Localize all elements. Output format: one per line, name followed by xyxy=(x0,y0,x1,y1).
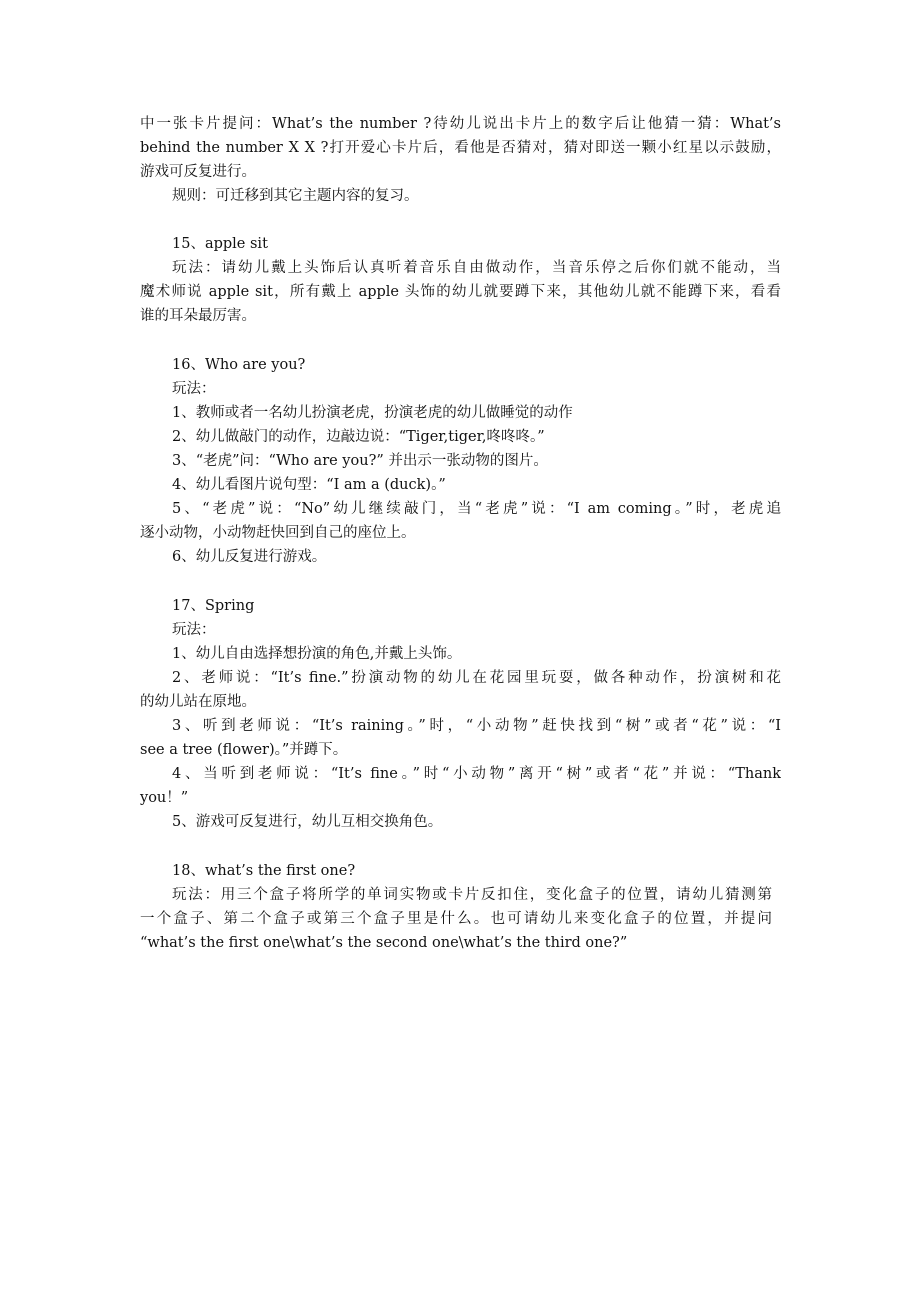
step-line: 2、老师说：“It’s fine.”扮演动物的幼儿在花园里玩耍，做各种动作，扮演树和花 xyxy=(172,670,781,686)
step-line: you！” xyxy=(140,790,189,806)
step-line: 4、幼儿看图片说句型：“I am a (duck)。” xyxy=(172,477,446,493)
step-line: see a tree (flower)。”并蹲下。 xyxy=(140,742,348,758)
step-line: 6、幼儿反复进行游戏。 xyxy=(172,549,327,565)
step-line: 逐小动物，小动物赶快回到自己的座位上。 xyxy=(140,525,416,541)
step-line: 3、听到老师说：“It’s raining。”时，“小动物”赶快找到“树”或者“花”说：“I xyxy=(172,718,781,734)
step-line: 1、幼儿自由选择想扮演的角色,并戴上头饰。 xyxy=(172,646,462,662)
section-heading: 15、apple sit xyxy=(172,236,268,252)
paragraph-line: 谁的耳朵最厉害。 xyxy=(140,308,256,324)
paragraph-line: “what’s the first one\what’s the second one\what’s the third one?” xyxy=(140,935,628,951)
label-line: 玩法： xyxy=(172,622,216,638)
paragraph-line: 一个盒子、第二个盒子或第三个盒子里是什么。也可请幼儿来变化盒子的位置，并提问 xyxy=(140,911,772,927)
paragraph-line: 玩法：用三个盒子将所学的单词实物或卡片反扣住，变化盒子的位置，请幼儿猜测第 xyxy=(172,887,772,903)
step-line: 5、游戏可反复进行，幼儿互相交换角色。 xyxy=(172,814,443,830)
step-line: 3、“老虎”问：“Who are you?” 并出示一张动物的图片。 xyxy=(172,453,548,469)
paragraph-line: 中一张卡片提问：What’s the number ?待幼儿说出卡片上的数字后让他猜一猜：What’s xyxy=(140,116,781,132)
paragraph-line: 玩法：请幼儿戴上头饰后认真听着音乐自由做动作，当音乐停之后你们就不能动，当 xyxy=(172,260,781,276)
paragraph-line: 游戏可反复进行。 xyxy=(140,164,256,180)
step-line: 1、教师或者一名幼儿扮演老虎，扮演老虎的幼儿做睡觉的动作 xyxy=(172,405,573,421)
paragraph-line: 魔术师说 apple sit，所有戴上 apple 头饰的幼儿就要蹲下来，其他幼儿就不能蹲下来，看看 xyxy=(140,284,781,300)
paragraph-line: behind the number X X ?打开爱心卡片后，看他是否猜对，猜对即送一颗小红星以示鼓励， xyxy=(140,140,781,156)
section-heading: 16、Who are you? xyxy=(172,357,306,373)
section-heading: 17、Spring xyxy=(172,598,255,614)
step-line: 2、幼儿做敲门的动作，边敲边说：“Tiger,tiger,咚咚咚。” xyxy=(172,429,545,445)
step-line: 的幼儿站在原地。 xyxy=(140,694,256,710)
label-line: 玩法： xyxy=(172,381,216,397)
rule-line: 规则：可迁移到其它主题内容的复习。 xyxy=(172,188,419,204)
section-heading: 18、what’s the first one? xyxy=(172,863,356,879)
step-line: 5、“老虎”说：“No”幼儿继续敲门，当“老虎”说：“I am coming。”时，老虎追 xyxy=(172,501,781,517)
step-line: 4、当听到老师说：“It’s fine。”时“小动物”离开“树”或者“花”并说：“Thank xyxy=(172,766,781,782)
